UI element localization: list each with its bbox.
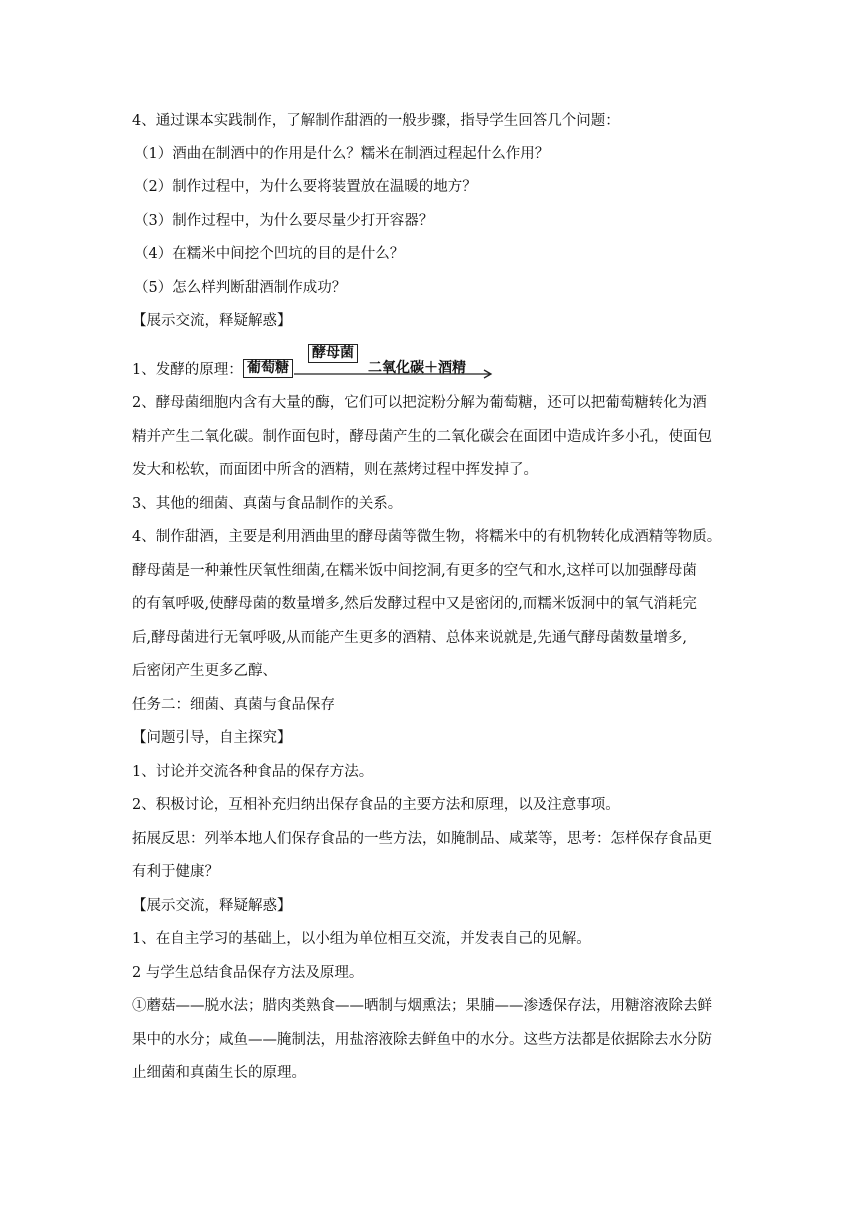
question-2: （2）制作过程中，为什么要将装置放在温暖的地方？	[134, 179, 477, 195]
paragraph-line: 1、讨论并交流各种食品的保存方法。	[132, 764, 374, 780]
paragraph-line: 后,酵母菌进行无氧呼吸,从而能产生更多的酒精、总体来说就是,先通气酵母菌数量增多,	[132, 630, 687, 646]
formula-products: 二氧化碳＋酒精	[368, 360, 466, 376]
paragraph-line: 后密闭产生更多乙醇、	[132, 663, 277, 679]
paragraph-line: 拓展反思：列举本地人们保存食品的一些方法，如腌制品、咸菜等，思考：怎样保存食品更	[132, 831, 712, 847]
paragraph-line: 有利于健康？	[132, 864, 219, 880]
paragraph-line: 4、通过课本实践制作，了解制作甜酒的一般步骤，指导学生回答几个问题：	[132, 113, 620, 129]
paragraph-line: 2 与学生总结食品保存方法及原理。	[132, 965, 364, 981]
fermentation-formula	[132, 344, 492, 384]
formula-catalyst: 酵母菌	[308, 344, 358, 363]
paragraph-line: 2、积极讨论，互相补充归纳出保存食品的主要方法和原理，以及注意事项。	[132, 797, 620, 813]
question-3: （3）制作过程中，为什么要尽量少打开容器？	[134, 213, 434, 229]
question-4: （4）在糯米中间挖个凹坑的目的是什么？	[134, 246, 405, 262]
section-heading: 【问题引导，自主探究】	[132, 730, 292, 746]
paragraph-line: 2、酵母菌细胞内含有大量的酶，它们可以把淀粉分解为葡萄糖，还可以把葡萄糖转化为酒	[132, 395, 707, 411]
paragraph-line: 止细菌和真菌生长的原理。	[132, 1065, 306, 1081]
paragraph-line: 的有氧呼吸,使酵母菌的数量增多,然后发酵过程中又是密闭的,而糯米饭洞中的氧气消耗完	[132, 596, 697, 612]
paragraph-line: 3、其他的细菌、真菌与食品制作的关系。	[132, 496, 403, 512]
paragraph-line: 1、在自主学习的基础上，以小组为单位相互交流，并发表自己的见解。	[132, 931, 591, 947]
question-1: （1）酒曲在制酒中的作用是什么？糯米在制酒过程起什么作用？	[134, 146, 550, 162]
task-heading: 任务二：细菌、真菌与食品保存	[132, 697, 335, 713]
paragraph-line: 精并产生二氧化碳。制作面包时，酵母菌产生的二氧化碳会在面团中造成许多小孔，使面包	[132, 429, 712, 445]
paragraph-line: ①蘑菇——脱水法；腊肉类熟食——晒制与烟熏法；果脯——渗透保存法，用糖溶液除去鲜	[132, 998, 712, 1014]
paragraph-line: 酵母菌是一种兼性厌氧性细菌,在糯米饭中间挖洞,有更多的空气和水,这样可以加强酵母菌	[132, 563, 697, 579]
section-heading: 【展示交流，释疑解惑】	[132, 313, 292, 329]
paragraph-line: 果中的水分；咸鱼——腌制法，用盐溶液除去鲜鱼中的水分。这些方法都是依据除去水分防	[132, 1032, 712, 1048]
paragraph-line: 4、制作甜酒，主要是利用酒曲里的酵母菌等微生物，将糯米中的有机物转化成酒精等物质。	[132, 529, 722, 545]
formula-label: 1、发酵的原理：	[132, 362, 243, 378]
question-5: （5）怎么样判断甜酒制作成功？	[134, 280, 347, 296]
section-heading: 【展示交流，释疑解惑】	[132, 898, 292, 914]
paragraph-line: 发大和松软，而面团中所含的酒精，则在蒸烤过程中挥发掉了。	[132, 462, 538, 478]
formula-reactant: 葡萄糖	[243, 359, 293, 378]
